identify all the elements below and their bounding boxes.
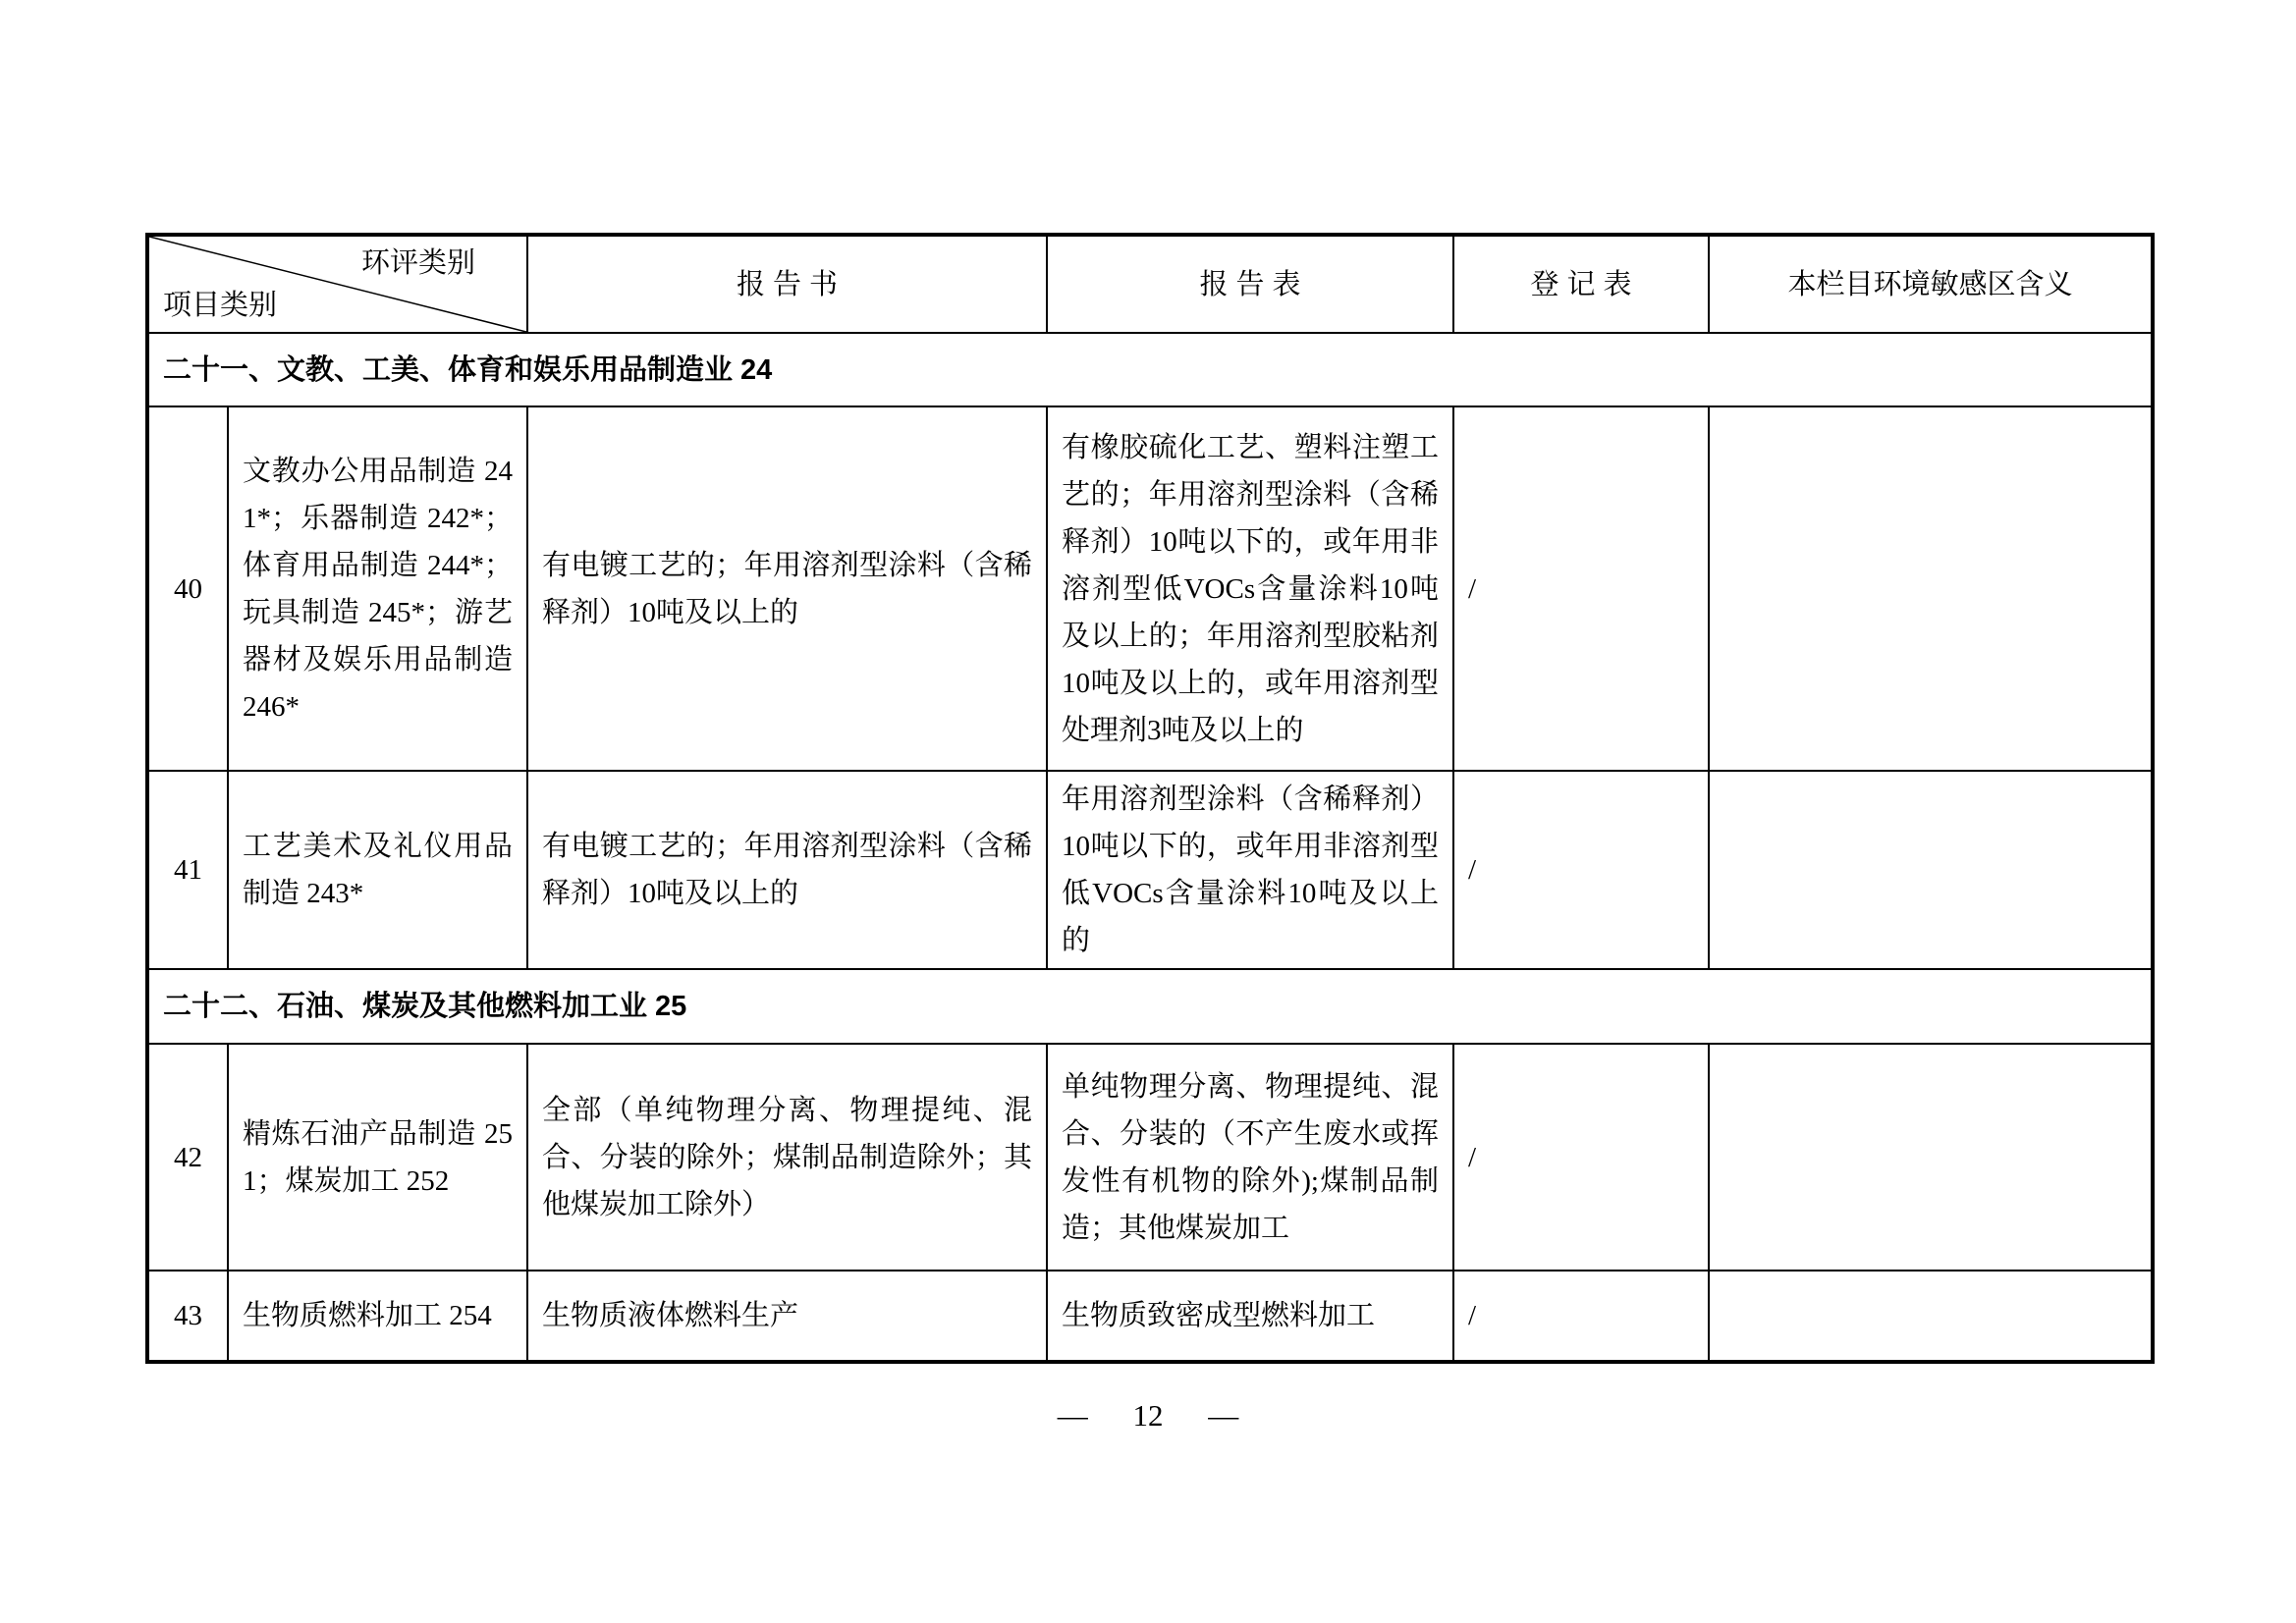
eia-category-table (145, 233, 2155, 1364)
row-number: 42 (147, 1044, 228, 1271)
row-number: 40 (147, 406, 228, 771)
row-number: 43 (147, 1271, 228, 1362)
table-header-row (147, 235, 2153, 333)
footer-left-dash: — (1057, 1398, 1088, 1433)
cell-registration-form: / (1453, 771, 1709, 969)
cell-sensitive-meaning (1709, 771, 2153, 969)
section-row-22 (147, 969, 2153, 1044)
column-header-sensitive-meaning: 本栏目环境敏感区含义 (1709, 235, 2153, 333)
cell-report-book: 有电镀工艺的；年用溶剂型涂料（含稀释剂）10吨及以上的 (527, 406, 1047, 771)
cell-report-form: 生物质致密成型燃料加工 (1047, 1271, 1453, 1362)
row-number: 41 (147, 771, 228, 969)
section-title-22: 二十二、石油、煤炭及其他燃料加工业 25 (147, 969, 2153, 1044)
table-row (147, 406, 2153, 771)
column-header-report-book: 报 告 书 (527, 235, 1047, 333)
cell-sensitive-meaning (1709, 1044, 2153, 1271)
section-row-21 (147, 333, 2153, 406)
table-row (147, 1044, 2153, 1271)
table-row (147, 771, 2153, 969)
cell-report-book: 全部（单纯物理分离、物理提纯、混合、分装的除外；煤制品制造除外；其他煤炭加工除外） (527, 1044, 1047, 1271)
cell-report-form: 年用溶剂型涂料（含稀释剂）10吨以下的，或年用非溶剂型低VOCs含量涂料10吨及以上的 (1047, 771, 1453, 969)
cell-sensitive-meaning (1709, 1271, 2153, 1362)
cell-report-form: 单纯物理分离、物理提纯、混合、分装的（不产生废水或挥发性有机物的除外);煤制品制造；其他煤炭加工 (1047, 1044, 1453, 1271)
corner-label-project-category: 项目类别 (163, 290, 278, 321)
cell-report-book: 生物质液体燃料生产 (527, 1271, 1047, 1362)
cell-project-category: 生物质燃料加工 254 (228, 1271, 527, 1362)
column-header-registration-form: 登 记 表 (1453, 235, 1709, 333)
corner-header-cell (147, 235, 527, 333)
footer-page-number: 12 (1132, 1398, 1164, 1433)
column-header-report-form: 报 告 表 (1047, 235, 1453, 333)
cell-report-book: 有电镀工艺的；年用溶剂型涂料（含稀释剂）10吨及以上的 (527, 771, 1047, 969)
footer-right-dash: — (1208, 1398, 1239, 1433)
cell-project-category: 工艺美术及礼仪用品制造 243* (228, 771, 527, 969)
page-footer (0, 1392, 2296, 1439)
cell-registration-form: / (1453, 1271, 1709, 1362)
cell-report-form: 有橡胶硫化工艺、塑料注塑工艺的；年用溶剂型涂料（含稀释剂）10吨以下的，或年用非溶剂型低VOCs含量涂料10吨及以上的；年用溶剂型胶粘剂10吨及以上的，或年用溶剂型处理剂3吨及以上的 (1047, 406, 1453, 771)
cell-registration-form: / (1453, 1044, 1709, 1271)
cell-project-category: 精炼石油产品制造 251；煤炭加工 252 (228, 1044, 527, 1271)
cell-project-category: 文教办公用品制造 241*；乐器制造 242*；体育用品制造 244*；玩具制造 245*；游艺器材及娱乐用品制造 246* (228, 406, 527, 771)
corner-label-eia-category: 环评类别 (360, 247, 475, 279)
section-title-21: 二十一、文教、工美、体育和娱乐用品制造业 24 (147, 333, 2153, 406)
cell-registration-form: / (1453, 406, 1709, 771)
table-row (147, 1271, 2153, 1362)
cell-sensitive-meaning (1709, 406, 2153, 771)
